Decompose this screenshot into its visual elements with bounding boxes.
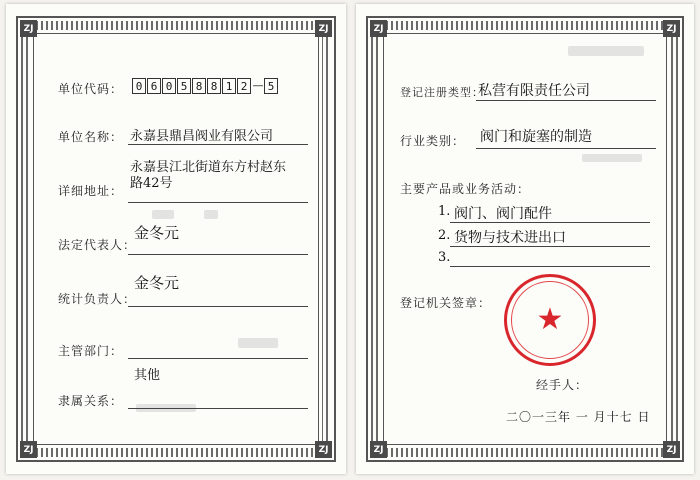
corner-badge: ZJ (20, 20, 37, 37)
reg-type-label: 登记注册类型： (400, 86, 484, 99)
industry-line (476, 148, 656, 149)
stats-head-line (128, 306, 308, 307)
dept-line (128, 358, 308, 359)
activity-line (450, 246, 650, 247)
code-digit: 2 (237, 78, 251, 94)
code-digit: 1 (222, 78, 236, 94)
unit-code-label: 单位代码： (58, 82, 124, 96)
corner-badge: ZJ (663, 20, 680, 37)
industry-value: 阀门和旋塞的制造 (480, 129, 592, 145)
activity-num: 3. (438, 250, 451, 265)
code-digit: 6 (147, 78, 161, 94)
reg-type-value: 私营有限责任公司 (478, 83, 590, 99)
code-digit: 8 (192, 78, 206, 94)
activity-text: 货物与技术进出口 (454, 230, 566, 246)
industry-label: 行业类别： (400, 134, 466, 148)
legal-rep-value: 金冬元 (134, 224, 180, 242)
handler-label: 经手人： (536, 378, 589, 392)
corner-badge: ZJ (20, 441, 37, 458)
reg-type-line (476, 100, 656, 101)
official-seal (504, 274, 596, 366)
unit-name-label: 单位名称： (58, 130, 124, 144)
unit-code-boxes (132, 78, 279, 94)
left-page (6, 4, 346, 474)
code-digit: 5 (177, 78, 191, 94)
stats-head-label: 统计负责人： (58, 292, 137, 306)
seal-label: 登记机关签章： (400, 296, 492, 310)
address-value-line2: 路42号 (130, 176, 173, 191)
issue-date: 二〇一三年 一 月十七 日 (506, 410, 651, 424)
affiliation-label: 隶属关系： (58, 394, 124, 408)
legal-rep-label: 法定代表人： (58, 238, 137, 252)
affiliation-line (128, 408, 308, 409)
corner-badge: ZJ (370, 441, 387, 458)
legal-rep-line (128, 254, 308, 255)
right-page (356, 4, 694, 474)
stats-head-value: 金冬元 (134, 274, 180, 292)
corner-badge: ZJ (315, 441, 332, 458)
code-digit: 0 (132, 78, 146, 94)
activity-num: 1. (438, 204, 451, 219)
code-separator: — (252, 79, 264, 92)
address-label: 详细地址： (58, 184, 124, 198)
corner-badge: ZJ (370, 20, 387, 37)
activity-num: 2. (438, 228, 451, 243)
affiliation-value: 其他 (134, 368, 161, 383)
unit-name-line (128, 144, 308, 145)
address-value-line1: 永嘉县江北街道东方村赵东 (130, 160, 287, 175)
activity-text: 阀门、阀门配件 (454, 206, 552, 222)
activity-line (450, 222, 650, 223)
code-check-digit: 5 (264, 78, 278, 94)
activity-line (450, 266, 650, 267)
activities-label: 主要产品或业务活动： (400, 182, 531, 196)
unit-name-value: 永嘉县鼎昌阀业有限公司 (130, 129, 274, 144)
corner-badge: ZJ (663, 441, 680, 458)
code-digit: 8 (207, 78, 221, 94)
seal-star-icon: ★ (536, 302, 564, 337)
corner-badge: ZJ (315, 20, 332, 37)
code-digit: 0 (162, 78, 176, 94)
address-line (128, 202, 308, 203)
dept-label: 主管部门： (58, 344, 124, 358)
